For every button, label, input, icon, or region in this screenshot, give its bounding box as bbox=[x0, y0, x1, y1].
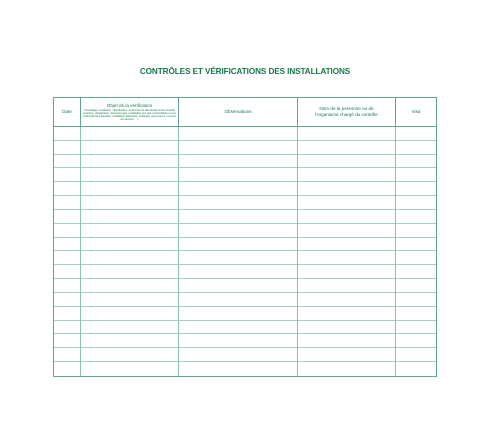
table-cell-date[interactable] bbox=[54, 251, 81, 265]
table-cell-observations[interactable] bbox=[179, 362, 298, 376]
table-cell-nom[interactable] bbox=[298, 224, 396, 238]
table-cell-observations[interactable] bbox=[179, 293, 298, 307]
table-cell-objet[interactable] bbox=[81, 265, 179, 279]
table-cell-date[interactable] bbox=[54, 307, 81, 321]
column-header-objet-detail: (Chauffage, ventilation, climatisation, production et distribution d'eau chaude sanitaire, réfrigération, désenfumage, installation aux gaz combustibles et aux hydrocarbures liquéfiés, installation électrique, éclairage, ascenseurs, moyens de secours, ...) bbox=[83, 108, 176, 122]
table-cell-nom[interactable] bbox=[298, 251, 396, 265]
table-cell-objet[interactable] bbox=[81, 362, 179, 376]
table-cell-nom[interactable] bbox=[298, 168, 396, 182]
table-cell-date[interactable] bbox=[54, 321, 81, 335]
table-cell-observations[interactable] bbox=[179, 251, 298, 265]
table-cell-visa[interactable] bbox=[396, 334, 436, 348]
table-cell-nom[interactable] bbox=[298, 155, 396, 169]
table-cell-visa[interactable] bbox=[396, 307, 436, 321]
table-cell-visa[interactable] bbox=[396, 348, 436, 362]
column-header-objet bbox=[81, 98, 179, 127]
table-cell-objet[interactable] bbox=[81, 348, 179, 362]
table-cell-nom[interactable] bbox=[298, 362, 396, 376]
column-header-visa-label: Visa bbox=[411, 109, 421, 115]
table-cell-nom[interactable] bbox=[298, 182, 396, 196]
table-cell-observations[interactable] bbox=[179, 168, 298, 182]
table-cell-objet[interactable] bbox=[81, 196, 179, 210]
table-cell-objet[interactable] bbox=[81, 127, 179, 141]
table-cell-observations[interactable] bbox=[179, 141, 298, 155]
column-header-date bbox=[54, 98, 81, 127]
table-cell-observations[interactable] bbox=[179, 321, 298, 335]
table-cell-nom[interactable] bbox=[298, 265, 396, 279]
table-cell-nom[interactable] bbox=[298, 238, 396, 252]
verification-log-table bbox=[53, 97, 437, 377]
table-cell-date[interactable] bbox=[54, 224, 81, 238]
table-cell-date[interactable] bbox=[54, 210, 81, 224]
column-header-observations bbox=[179, 98, 298, 127]
table-cell-date[interactable] bbox=[54, 141, 81, 155]
column-header-objet-label: Objet de la vérification bbox=[106, 102, 153, 108]
table-cell-date[interactable] bbox=[54, 348, 81, 362]
table-cell-objet[interactable] bbox=[81, 293, 179, 307]
table-cell-date[interactable] bbox=[54, 362, 81, 376]
table-cell-nom[interactable] bbox=[298, 196, 396, 210]
table-cell-visa[interactable] bbox=[396, 362, 436, 376]
table-cell-nom[interactable] bbox=[298, 321, 396, 335]
table-cell-objet[interactable] bbox=[81, 182, 179, 196]
page-title: CONTRÔLES ET VÉRIFICATIONS DES INSTALLATIONS bbox=[139, 67, 351, 76]
table-cell-observations[interactable] bbox=[179, 334, 298, 348]
table-cell-visa[interactable] bbox=[396, 251, 436, 265]
table-cell-observations[interactable] bbox=[179, 224, 298, 238]
table-cell-observations[interactable] bbox=[179, 265, 298, 279]
table-cell-nom[interactable] bbox=[298, 307, 396, 321]
table-cell-observations[interactable] bbox=[179, 279, 298, 293]
table-cell-objet[interactable] bbox=[81, 307, 179, 321]
table-cell-objet[interactable] bbox=[81, 141, 179, 155]
table-cell-nom[interactable] bbox=[298, 210, 396, 224]
table-cell-visa[interactable] bbox=[396, 293, 436, 307]
table-cell-date[interactable] bbox=[54, 279, 81, 293]
table-cell-objet[interactable] bbox=[81, 321, 179, 335]
table-cell-visa[interactable] bbox=[396, 238, 436, 252]
table-cell-visa[interactable] bbox=[396, 321, 436, 335]
table-cell-objet[interactable] bbox=[81, 224, 179, 238]
table-cell-date[interactable] bbox=[54, 155, 81, 169]
table-cell-date[interactable] bbox=[54, 127, 81, 141]
table-cell-date[interactable] bbox=[54, 293, 81, 307]
table-cell-observations[interactable] bbox=[179, 307, 298, 321]
table-cell-visa[interactable] bbox=[396, 224, 436, 238]
table-cell-visa[interactable] bbox=[396, 210, 436, 224]
table-cell-nom[interactable] bbox=[298, 293, 396, 307]
table-cell-objet[interactable] bbox=[81, 334, 179, 348]
table-cell-nom[interactable] bbox=[298, 127, 396, 141]
table-cell-objet[interactable] bbox=[81, 155, 179, 169]
table-cell-visa[interactable] bbox=[396, 168, 436, 182]
table-cell-visa[interactable] bbox=[396, 182, 436, 196]
table-cell-objet[interactable] bbox=[81, 168, 179, 182]
table-cell-visa[interactable] bbox=[396, 141, 436, 155]
table-cell-observations[interactable] bbox=[179, 196, 298, 210]
table-cell-nom[interactable] bbox=[298, 279, 396, 293]
table-cell-observations[interactable] bbox=[179, 155, 298, 169]
table-cell-date[interactable] bbox=[54, 334, 81, 348]
table-cell-observations[interactable] bbox=[179, 238, 298, 252]
table-cell-nom[interactable] bbox=[298, 334, 396, 348]
table-cell-visa[interactable] bbox=[396, 196, 436, 210]
column-header-nom-line1: Nom de la personne ou de bbox=[319, 106, 374, 112]
table-cell-observations[interactable] bbox=[179, 210, 298, 224]
table-cell-visa[interactable] bbox=[396, 155, 436, 169]
table-cell-observations[interactable] bbox=[179, 348, 298, 362]
table-cell-nom[interactable] bbox=[298, 348, 396, 362]
column-header-nom bbox=[298, 98, 396, 127]
column-header-nom-line2: l'organisme chargé du contrôle bbox=[315, 112, 378, 117]
column-header-observations-label: Observations bbox=[224, 109, 252, 115]
column-header-date-label: Date bbox=[62, 109, 72, 115]
table-cell-objet[interactable] bbox=[81, 210, 179, 224]
table-cell-date[interactable] bbox=[54, 182, 81, 196]
table-cell-visa[interactable] bbox=[396, 279, 436, 293]
table-cell-date[interactable] bbox=[54, 196, 81, 210]
table-cell-date[interactable] bbox=[54, 265, 81, 279]
column-header-visa bbox=[396, 98, 436, 127]
table-cell-nom[interactable] bbox=[298, 141, 396, 155]
table-cell-objet[interactable] bbox=[81, 279, 179, 293]
table-cell-visa[interactable] bbox=[396, 127, 436, 141]
table-cell-visa[interactable] bbox=[396, 265, 436, 279]
table-cell-date[interactable] bbox=[54, 238, 81, 252]
table-cell-observations[interactable] bbox=[179, 127, 298, 141]
table-cell-objet[interactable] bbox=[81, 238, 179, 252]
table-cell-date[interactable] bbox=[54, 168, 81, 182]
table-cell-observations[interactable] bbox=[179, 182, 298, 196]
table-cell-objet[interactable] bbox=[81, 251, 179, 265]
